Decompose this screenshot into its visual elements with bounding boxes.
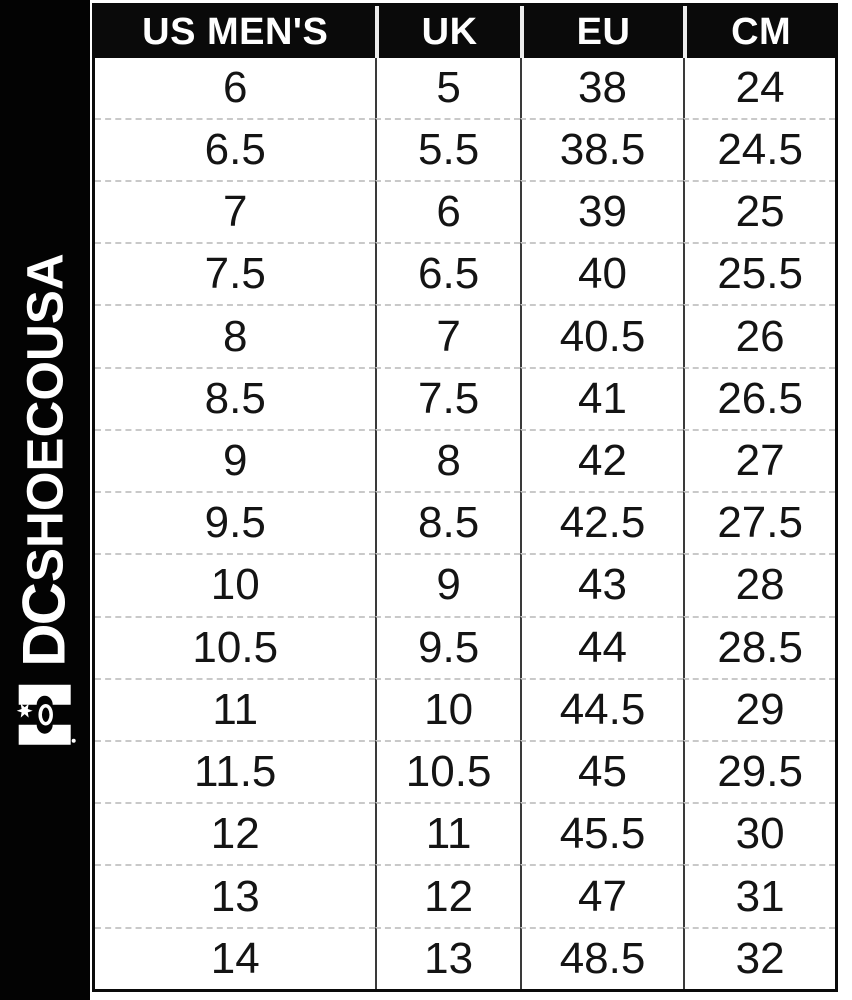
size-cell: 6.5 (375, 242, 519, 304)
size-cell: 47 (520, 864, 684, 926)
size-cell: 5.5 (375, 118, 519, 180)
size-cell: 13 (95, 864, 375, 926)
brand-sidebar (0, 0, 90, 1000)
column-header: US MEN'S (95, 6, 375, 58)
wordmark-dc: DC (11, 584, 79, 667)
size-cell: 44 (520, 616, 684, 678)
size-cell: 38.5 (520, 118, 684, 180)
size-cell: 24.5 (683, 118, 835, 180)
table-row (95, 616, 835, 678)
size-cell: 41 (520, 367, 684, 429)
size-cell: 12 (375, 864, 519, 926)
size-cell: 28 (683, 553, 835, 615)
size-cell: 8 (95, 304, 375, 366)
size-cell: 6 (375, 180, 519, 242)
size-cell: 9 (375, 553, 519, 615)
size-cell: 29 (683, 678, 835, 740)
size-cell: 26.5 (683, 367, 835, 429)
dc-star-logo-icon (13, 683, 77, 747)
table-row (95, 740, 835, 802)
size-cell: 10 (95, 553, 375, 615)
size-cell: 10 (375, 678, 519, 740)
table-row (95, 304, 835, 366)
size-cell: 31 (683, 864, 835, 926)
table-row (95, 491, 835, 553)
table-row (95, 367, 835, 429)
size-cell: 6 (222, 62, 248, 112)
size-cell: 38 (520, 58, 684, 118)
size-cell: 11.5 (95, 740, 375, 802)
size-cell: 10.5 (375, 740, 519, 802)
size-cell: 27.5 (683, 491, 835, 553)
table-row (95, 118, 835, 180)
column-header: CM (683, 6, 835, 58)
size-cell: 8.5 (375, 491, 519, 553)
size-cell: 5 (375, 58, 519, 118)
size-cell: 45 (520, 740, 684, 802)
size-cell: 14 (95, 927, 375, 989)
size-cell: 6.5 (95, 118, 375, 180)
size-cell: 44.5 (520, 678, 684, 740)
table-row (95, 927, 835, 989)
size-cell: 7.5 (95, 242, 375, 304)
table-row (95, 58, 835, 118)
size-cell: 8 (375, 429, 519, 491)
size-cell: 27 (683, 429, 835, 491)
size-cell: 32 (683, 927, 835, 989)
table-row (95, 429, 835, 491)
table-row (95, 864, 835, 926)
size-cell: 29.5 (683, 740, 835, 802)
size-cell: 7 (375, 304, 519, 366)
size-cell: 39 (520, 180, 684, 242)
size-cell: 8.5 (95, 367, 375, 429)
size-cell: 42 (520, 429, 684, 491)
size-cell: 28.5 (683, 616, 835, 678)
size-cell: 24 (683, 58, 835, 118)
size-cell: 40.5 (520, 304, 684, 366)
table-row (95, 553, 835, 615)
table-row (95, 180, 835, 242)
size-chart-area (92, 3, 838, 992)
size-cell: 9.5 (375, 616, 519, 678)
size-cell: 26 (683, 304, 835, 366)
size-cell: 40 (520, 242, 684, 304)
table-header-row (95, 6, 835, 58)
size-cell: 11 (95, 678, 375, 740)
size-cell: 43 (520, 553, 684, 615)
size-cell: 42.5 (520, 491, 684, 553)
brand-wordmark (13, 253, 77, 746)
size-chart-table (92, 3, 838, 992)
size-cell: 25 (683, 180, 835, 242)
size-cell: 9 (95, 429, 375, 491)
column-header: UK (375, 6, 519, 58)
size-cell: 45.5 (520, 802, 684, 864)
size-cell: 7 (95, 180, 375, 242)
size-cell: 30 (683, 802, 835, 864)
size-cell: 9.5 (95, 491, 375, 553)
size-cell: 25.5 (683, 242, 835, 304)
table-row (95, 802, 835, 864)
size-cell: 12 (95, 802, 375, 864)
size-cell: 7.5 (375, 367, 519, 429)
size-cell: 13 (375, 927, 519, 989)
size-cell: 11 (375, 802, 519, 864)
column-header: EU (520, 6, 684, 58)
table-row (95, 678, 835, 740)
size-cell: 48.5 (520, 927, 684, 989)
table-row (95, 242, 835, 304)
wordmark-shoecousa: SHOECOUSA (16, 253, 74, 583)
size-cell: 10.5 (95, 616, 375, 678)
